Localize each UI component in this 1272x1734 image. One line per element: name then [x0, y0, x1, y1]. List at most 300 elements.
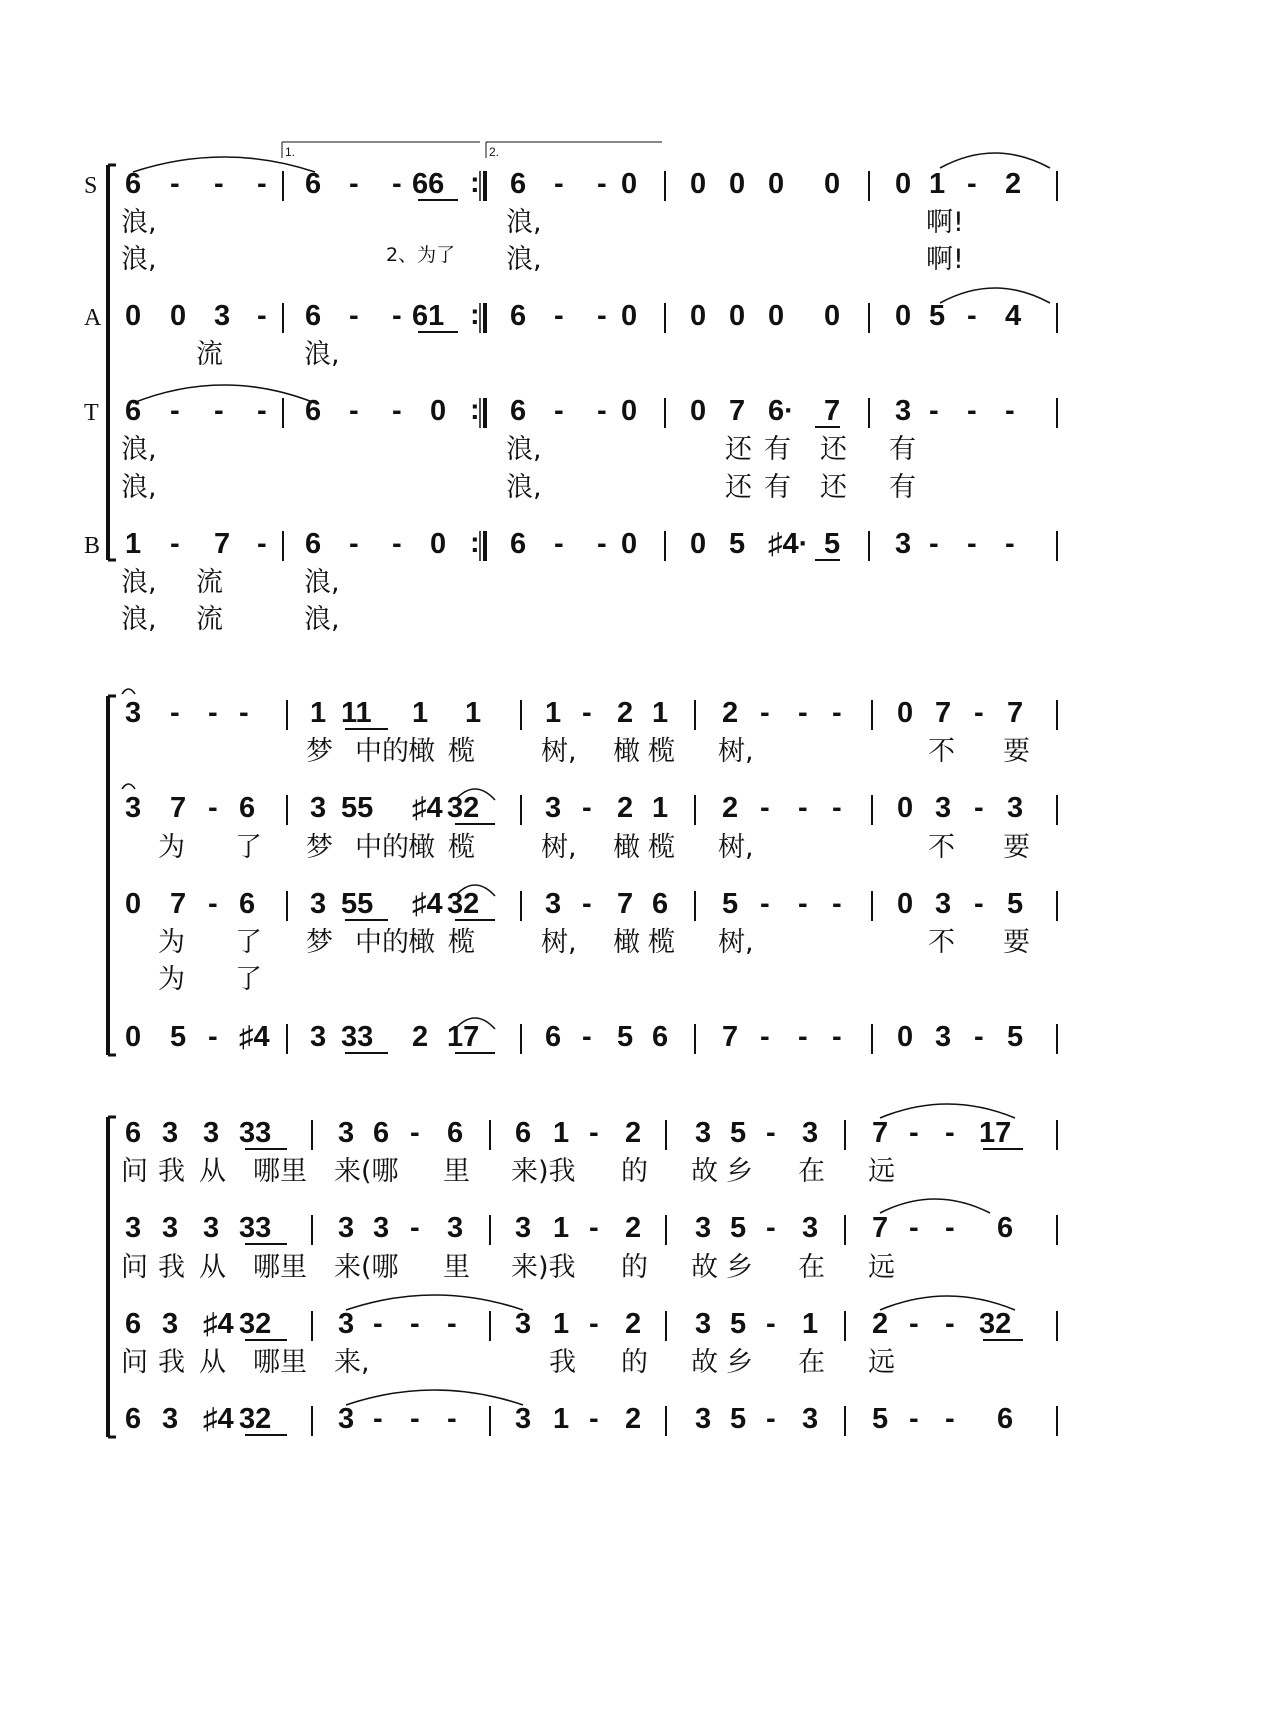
- alto-note: -: [589, 1212, 599, 1244]
- alto-note: -: [909, 1212, 919, 1244]
- alto-note: 3: [935, 792, 952, 824]
- tenor-note: -: [349, 395, 359, 427]
- bass-note: -: [447, 1403, 457, 1435]
- soprano-note: -: [214, 168, 224, 200]
- volta-label: 1.: [285, 145, 296, 159]
- alto-note: -: [798, 792, 808, 824]
- alto-note: ♯4: [412, 792, 443, 824]
- alto-note: 0: [690, 300, 707, 332]
- soprano-note: 0: [895, 168, 912, 200]
- soprano-lyric: 树,: [541, 736, 577, 767]
- soprano-note: 7: [1007, 697, 1024, 729]
- soprano-note: -: [760, 697, 770, 729]
- soprano-lyric: 在: [798, 1156, 825, 1187]
- alto-note: 3: [545, 792, 562, 824]
- tenor-lyric: 我: [158, 1347, 185, 1378]
- alto-note: -: [974, 792, 984, 824]
- bass-note: 1: [125, 528, 142, 560]
- bass-note: 7: [722, 1021, 739, 1053]
- tenor1-lyric: 还: [820, 434, 847, 465]
- soprano-note: 1: [310, 697, 327, 729]
- tenor-note: -: [597, 395, 607, 427]
- soprano-note: 1: [929, 168, 946, 200]
- soprano-note: 0: [897, 697, 914, 729]
- bass-note: 17: [447, 1021, 480, 1053]
- soprano-note: -: [410, 1117, 420, 1149]
- bass-note: 5: [730, 1403, 747, 1435]
- tenor-note: 3: [935, 888, 952, 920]
- bass-note: 2: [412, 1021, 429, 1053]
- bass-note: 0: [621, 528, 638, 560]
- soprano-note: 11: [341, 697, 372, 729]
- soprano-note: 3: [203, 1117, 220, 1149]
- alto-note: 3: [214, 300, 231, 332]
- alto-lyric: 树,: [541, 832, 577, 863]
- tenor1-lyric: 中的: [355, 927, 409, 958]
- bass-note: 5: [729, 528, 746, 560]
- bass-note: -: [392, 528, 402, 560]
- tenor-note: 3: [895, 395, 912, 427]
- tenor-note: -: [447, 1308, 457, 1340]
- soprano-lyric: 不: [928, 736, 955, 767]
- soprano-note: 2: [1005, 168, 1022, 200]
- tenor-note: 5: [1007, 888, 1024, 920]
- bass-note: -: [909, 1403, 919, 1435]
- alto-note: 0: [897, 792, 914, 824]
- slur: [880, 1199, 990, 1213]
- soprano-note: -: [554, 168, 564, 200]
- bass-note: -: [373, 1403, 383, 1435]
- tenor1-lyric: 榄: [448, 927, 475, 958]
- alto-note: 6: [305, 300, 322, 332]
- soprano-note: 1: [553, 1117, 570, 1149]
- tenor-note: -: [909, 1308, 919, 1340]
- soprano-lyric: 哪里: [253, 1156, 307, 1187]
- alto-note: 3: [447, 1212, 464, 1244]
- soprano-lyric: 中的: [355, 736, 409, 767]
- alto-note: 0: [824, 300, 841, 332]
- tenor1-lyric: 树,: [718, 927, 754, 958]
- bass-note: 3: [895, 528, 912, 560]
- soprano-note: 0: [690, 168, 707, 200]
- tenor-note: 32: [239, 1308, 272, 1340]
- soprano-lyric: 里: [443, 1156, 470, 1187]
- soprano-note: 6: [515, 1117, 532, 1149]
- alto-note: -: [832, 792, 842, 824]
- bass-note: 7: [214, 528, 231, 560]
- alto-note: 3: [162, 1212, 179, 1244]
- alto-note: 2: [722, 792, 739, 824]
- alto-lyric: 哪里: [253, 1252, 307, 1283]
- soprano-lyric: 梦: [306, 736, 333, 767]
- alto-note: -: [392, 300, 402, 332]
- slur: [455, 1018, 495, 1029]
- tenor1-lyric: 橄: [408, 927, 435, 958]
- tenor-lyric: 从: [199, 1347, 226, 1378]
- soprano-lyric: 远: [868, 1156, 895, 1187]
- bass1-lyric: 浪,: [121, 567, 157, 598]
- bass-note: 32: [239, 1403, 272, 1435]
- bass-note: 3: [338, 1403, 355, 1435]
- soprano-lyric: 橄: [408, 736, 435, 767]
- tie: [133, 157, 315, 172]
- tenor1-lyric: 梦: [306, 927, 333, 958]
- bass-note: 5: [872, 1403, 889, 1435]
- tenor-note: -: [392, 395, 402, 427]
- bass-note: -: [929, 528, 939, 560]
- tenor-note: 6: [125, 1308, 142, 1340]
- alto-note: 0: [895, 300, 912, 332]
- alto-lyric: 要: [1003, 832, 1030, 863]
- tie: [122, 689, 135, 694]
- tenor-lyric: 来,: [334, 1347, 370, 1378]
- tenor-note: -: [208, 888, 218, 920]
- bass-note: -: [967, 528, 977, 560]
- soprano2-lyric: 2、为了: [386, 244, 456, 266]
- tenor-note: 3: [545, 888, 562, 920]
- soprano-note: 0: [621, 168, 638, 200]
- soprano-note: 7: [935, 697, 952, 729]
- tenor-note: -: [257, 395, 267, 427]
- soprano-note: -: [239, 697, 249, 729]
- alto-note: -: [597, 300, 607, 332]
- tenor-note: 3: [310, 888, 327, 920]
- alto-lyric: 从: [199, 1252, 226, 1283]
- soprano-note: -: [798, 697, 808, 729]
- bass-note: 2: [625, 1403, 642, 1435]
- tenor-note: 0: [125, 888, 142, 920]
- tenor-lyric: 在: [798, 1347, 825, 1378]
- soprano-note: 7: [872, 1117, 889, 1149]
- tenor-note: -: [554, 395, 564, 427]
- tenor-note: 6·: [768, 395, 794, 427]
- alto-lyric: 不: [928, 832, 955, 863]
- bass-note: 0: [897, 1021, 914, 1053]
- tenor-lyric: 哪里: [253, 1347, 307, 1378]
- soprano-lyric: 故: [691, 1156, 718, 1187]
- soprano-note: 6: [125, 1117, 142, 1149]
- soprano-note: 6: [125, 168, 142, 200]
- tenor2-lyric: 浪,: [506, 472, 542, 503]
- tenor1-lyric: 要: [1003, 927, 1030, 958]
- tenor-note: -: [929, 395, 939, 427]
- soprano-note: 2: [722, 697, 739, 729]
- alto-lyric: 乡: [726, 1252, 753, 1283]
- bass-note: ♯4: [203, 1403, 234, 1435]
- tenor-note: 3: [695, 1308, 712, 1340]
- bass1-lyric: 浪,: [304, 567, 340, 598]
- tenor-note: 55: [341, 888, 374, 920]
- tenor-note: 6: [239, 888, 256, 920]
- bass-note: -: [410, 1403, 420, 1435]
- alto-note: 7: [872, 1212, 889, 1244]
- tenor-lyric: 乡: [726, 1347, 753, 1378]
- tenor2-lyric: 还: [725, 472, 752, 503]
- bass-note: -: [766, 1403, 776, 1435]
- alto-note: 3: [125, 792, 142, 824]
- bass-note: -: [208, 1021, 218, 1053]
- bass-note: -: [349, 528, 359, 560]
- soprano-note: 17: [979, 1117, 1012, 1149]
- alto-note: 3: [338, 1212, 355, 1244]
- alto-note: -: [766, 1212, 776, 1244]
- alto-lyric: 我: [158, 1252, 185, 1283]
- soprano1-lyric: 浪,: [121, 207, 157, 238]
- tenor1-lyric: 有: [764, 434, 791, 465]
- soprano-note: 3: [695, 1117, 712, 1149]
- bass-note: 3: [515, 1403, 532, 1435]
- alto-lyric: 里: [443, 1252, 470, 1283]
- voice-label: A: [84, 305, 102, 331]
- alto-note: 3: [203, 1212, 220, 1244]
- tenor-note: -: [967, 395, 977, 427]
- alto-note: 1: [652, 792, 669, 824]
- soprano-note: 33: [239, 1117, 272, 1149]
- alto-note: -: [554, 300, 564, 332]
- alto-lyric: 的: [621, 1252, 648, 1283]
- bass-note: 6: [652, 1021, 669, 1053]
- bass-note: -: [170, 528, 180, 560]
- soprano-note: -: [170, 168, 180, 200]
- alto-note: 3: [1007, 792, 1024, 824]
- soprano-lyric: 我: [158, 1156, 185, 1187]
- alto-note: 0: [768, 300, 785, 332]
- slur: [455, 885, 495, 896]
- alto-lyric: 橄: [613, 832, 640, 863]
- alto-note: 2: [625, 1212, 642, 1244]
- bass-note: -: [257, 528, 267, 560]
- soprano2-lyric: 啊!: [926, 244, 964, 275]
- bass-note: 6: [125, 1403, 142, 1435]
- tenor1-lyric: 不: [928, 927, 955, 958]
- bass-note: -: [832, 1021, 842, 1053]
- tenor-note: 7: [824, 395, 841, 427]
- alto-note: 3: [125, 1212, 142, 1244]
- soprano-lyric: 树,: [718, 736, 754, 767]
- soprano-note: -: [967, 168, 977, 200]
- tenor-note: -: [170, 395, 180, 427]
- soprano-note: -: [349, 168, 359, 200]
- tenor-lyric: 故: [691, 1347, 718, 1378]
- tenor-note: ♯4: [203, 1308, 234, 1340]
- repeat-dots: :: [470, 394, 480, 426]
- tenor-note: 5: [730, 1308, 747, 1340]
- tie: [346, 1295, 523, 1310]
- alto-note: 2: [617, 792, 634, 824]
- tenor-note: 7: [617, 888, 634, 920]
- tenor-note: 7: [170, 888, 187, 920]
- slur: [880, 1296, 1015, 1310]
- soprano-lyric: 橄: [613, 736, 640, 767]
- soprano-note: 1: [652, 697, 669, 729]
- tenor-note: 3: [338, 1308, 355, 1340]
- tenor-note: 5: [722, 888, 739, 920]
- bass-note: -: [582, 1021, 592, 1053]
- soprano-note: -: [392, 168, 402, 200]
- bass-note: 3: [695, 1403, 712, 1435]
- tenor-note: 6: [305, 395, 322, 427]
- soprano-note: 3: [802, 1117, 819, 1149]
- bass-note: ♯4·: [768, 528, 809, 560]
- tenor1-lyric: 有: [889, 434, 916, 465]
- tenor-note: -: [1005, 395, 1015, 427]
- tenor-note: ♯4: [412, 888, 443, 920]
- soprano2-lyric: 浪,: [121, 244, 157, 275]
- soprano-note: -: [945, 1117, 955, 1149]
- tenor-note: -: [974, 888, 984, 920]
- alto-lyric: 问: [121, 1252, 148, 1283]
- alto-note: 3: [373, 1212, 390, 1244]
- tenor-note: -: [760, 888, 770, 920]
- alto-note: 3: [310, 792, 327, 824]
- soprano-note: -: [832, 697, 842, 729]
- alto-note: 61: [412, 300, 445, 332]
- alto-note: 3: [695, 1212, 712, 1244]
- slur: [940, 153, 1050, 168]
- bass-note: 3: [802, 1403, 819, 1435]
- bass-note: -: [589, 1403, 599, 1435]
- slur: [880, 1104, 1015, 1118]
- alto-note: -: [760, 792, 770, 824]
- soprano-note: 3: [162, 1117, 179, 1149]
- soprano-lyric: 来(哪: [334, 1156, 399, 1187]
- soprano-lyric: 榄: [648, 736, 675, 767]
- repeat-dots: :: [470, 167, 480, 199]
- soprano-lyric: 来)我: [511, 1156, 576, 1187]
- soprano-note: 2: [617, 697, 634, 729]
- tenor-note: -: [766, 1308, 776, 1340]
- tenor2-lyric: 还: [820, 472, 847, 503]
- alto-lyric: 来)我: [511, 1252, 576, 1283]
- bass-note: 1: [553, 1403, 570, 1435]
- alto-lyric: 浪,: [304, 339, 340, 370]
- tenor2-lyric: 了: [235, 964, 262, 995]
- tie: [133, 385, 315, 403]
- tenor-note: -: [945, 1308, 955, 1340]
- alto-lyric: 了: [235, 832, 262, 863]
- alto-note: -: [208, 792, 218, 824]
- voice-label: T: [84, 400, 99, 426]
- tenor-lyric: 远: [868, 1347, 895, 1378]
- tenor-note: -: [589, 1308, 599, 1340]
- tenor-note: -: [582, 888, 592, 920]
- bass-note: 0: [690, 528, 707, 560]
- bass-note: 6: [305, 528, 322, 560]
- tenor-note: 3: [515, 1308, 532, 1340]
- soprano-note: -: [257, 168, 267, 200]
- soprano-note: 0: [729, 168, 746, 200]
- tie: [346, 1390, 523, 1405]
- tenor-note: 2: [625, 1308, 642, 1340]
- volta-label: 2.: [489, 145, 500, 159]
- tenor2-lyric: 为: [158, 964, 185, 995]
- soprano-note: -: [208, 697, 218, 729]
- alto-lyric: 为: [158, 832, 185, 863]
- tenor-note: -: [410, 1308, 420, 1340]
- soprano-note: 2: [625, 1117, 642, 1149]
- soprano1-lyric: 啊!: [926, 207, 964, 238]
- bass1-lyric: 流: [196, 567, 223, 598]
- voice-label: B: [84, 533, 101, 559]
- alto-note: 6: [510, 300, 527, 332]
- tenor1-lyric: 为: [158, 927, 185, 958]
- alto-lyric: 来(哪: [334, 1252, 399, 1283]
- bass-note: ♯4: [239, 1021, 270, 1053]
- tenor-note: 0: [430, 395, 447, 427]
- alto-lyric: 流: [196, 339, 223, 370]
- soprano-note: 3: [125, 697, 142, 729]
- tenor-lyric: 的: [621, 1347, 648, 1378]
- soprano-lyric: 乡: [726, 1156, 753, 1187]
- bass-note: 5: [1007, 1021, 1024, 1053]
- alto-note: 5: [929, 300, 946, 332]
- soprano-note: 6: [305, 168, 322, 200]
- repeat-dots: :: [470, 299, 480, 331]
- tenor1-lyric: 浪,: [121, 434, 157, 465]
- alto-note: 0: [170, 300, 187, 332]
- alto-note: 0: [125, 300, 142, 332]
- tenor1-lyric: 橄: [613, 927, 640, 958]
- bass-note: 3: [935, 1021, 952, 1053]
- bass-note: 0: [430, 528, 447, 560]
- alto-lyric: 中的: [355, 832, 409, 863]
- slur: [940, 288, 1050, 303]
- soprano-note: -: [974, 697, 984, 729]
- alto-lyric: 梦: [306, 832, 333, 863]
- bass-note: -: [974, 1021, 984, 1053]
- alto-note: 6: [239, 792, 256, 824]
- tenor-note: 6: [125, 395, 142, 427]
- soprano-note: -: [766, 1117, 776, 1149]
- soprano-note: 6: [447, 1117, 464, 1149]
- tenor-note: -: [798, 888, 808, 920]
- alto-lyric: 故: [691, 1252, 718, 1283]
- soprano-lyric: 从: [199, 1156, 226, 1187]
- bass-note: 0: [125, 1021, 142, 1053]
- soprano-note: 0: [824, 168, 841, 200]
- alto-note: 3: [515, 1212, 532, 1244]
- tenor2-lyric: 有: [889, 472, 916, 503]
- alto-lyric: 树,: [718, 832, 754, 863]
- soprano-note: 0: [768, 168, 785, 200]
- soprano2-lyric: 浪,: [506, 244, 542, 275]
- alto-note: 5: [730, 1212, 747, 1244]
- tenor-lyric: 我: [549, 1347, 576, 1378]
- tenor-note: -: [214, 395, 224, 427]
- repeat-dots: :: [470, 527, 480, 559]
- tenor2-lyric: 有: [764, 472, 791, 503]
- tenor-note: 0: [897, 888, 914, 920]
- alto-lyric: 橄: [408, 832, 435, 863]
- tenor-note: 1: [553, 1308, 570, 1340]
- tenor1-lyric: 浪,: [506, 434, 542, 465]
- alto-note: -: [582, 792, 592, 824]
- soprano-note: -: [597, 168, 607, 200]
- alto-note: 55: [341, 792, 374, 824]
- alto-note: -: [349, 300, 359, 332]
- tenor-lyric: 问: [121, 1347, 148, 1378]
- bass-note: -: [597, 528, 607, 560]
- tenor-note: 6: [652, 888, 669, 920]
- bass-note: 6: [545, 1021, 562, 1053]
- bass-note: -: [760, 1021, 770, 1053]
- alto-note: -: [945, 1212, 955, 1244]
- alto-note: 0: [729, 300, 746, 332]
- soprano-note: 5: [730, 1117, 747, 1149]
- tenor-note: 6: [510, 395, 527, 427]
- alto-note: 4: [1005, 300, 1022, 332]
- tenor1-lyric: 还: [725, 434, 752, 465]
